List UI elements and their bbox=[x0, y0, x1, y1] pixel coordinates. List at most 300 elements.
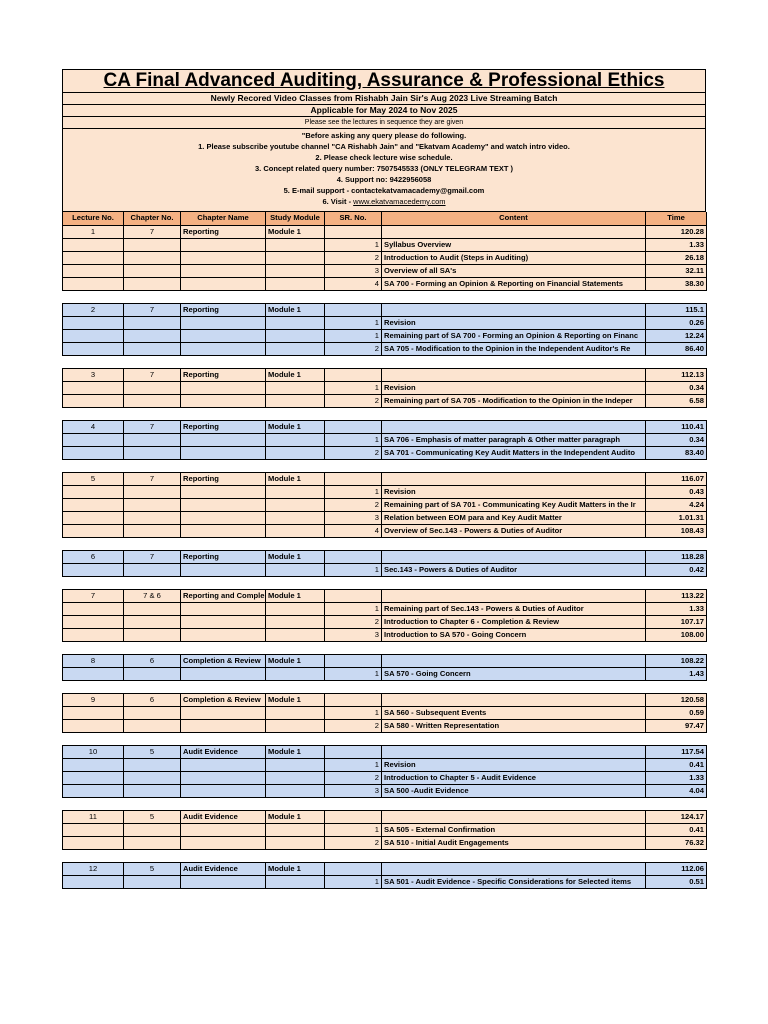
sr-no-cell: 2 bbox=[325, 836, 382, 849]
sr-no-cell bbox=[325, 472, 382, 485]
chapter-no-cell bbox=[124, 342, 181, 355]
sr-no-cell: 2 bbox=[325, 342, 382, 355]
total-time-cell: 115.1 bbox=[646, 303, 707, 316]
chapter-name-cell bbox=[181, 342, 266, 355]
total-time-cell: 118.28 bbox=[646, 550, 707, 563]
time-cell: 97.47 bbox=[646, 719, 707, 732]
content-cell: SA 701 - Communicating Key Audit Matters in the Independent Audito bbox=[382, 446, 646, 459]
chapter-no-cell bbox=[124, 498, 181, 511]
page-title: CA Final Advanced Auditing, Assurance & Professional Ethics bbox=[62, 69, 706, 93]
table-row bbox=[63, 875, 707, 888]
sr-no-cell bbox=[325, 745, 382, 758]
chapter-name-cell bbox=[181, 524, 266, 537]
table-row bbox=[63, 563, 707, 576]
sr-no-cell: 1 bbox=[325, 485, 382, 498]
study-module-cell bbox=[266, 316, 325, 329]
spacer-cell bbox=[63, 797, 707, 810]
chapter-no-cell bbox=[124, 615, 181, 628]
chapter-no-cell bbox=[124, 277, 181, 290]
instruction-intro: "Before asking any query please do following. bbox=[301, 131, 467, 140]
chapter-no-cell bbox=[124, 251, 181, 264]
lecture-no-cell bbox=[63, 706, 124, 719]
chapter-no-cell bbox=[124, 316, 181, 329]
content-cell bbox=[382, 368, 646, 381]
lecture-no-cell: 5 bbox=[63, 472, 124, 485]
spacer-row bbox=[63, 355, 707, 368]
table-row bbox=[63, 342, 707, 355]
time-cell: 83.40 bbox=[646, 446, 707, 459]
content-cell: Remaining part of Sec.143 - Powers & Duties of Auditor bbox=[382, 602, 646, 615]
time-cell: 4.24 bbox=[646, 498, 707, 511]
instructions-block bbox=[62, 129, 706, 212]
study-module-cell bbox=[266, 628, 325, 641]
spacer-cell bbox=[63, 459, 707, 472]
chapter-no-cell bbox=[124, 511, 181, 524]
lecture-no-cell bbox=[63, 836, 124, 849]
time-cell: 86.40 bbox=[646, 342, 707, 355]
chapter-name-cell: Completion & Review bbox=[181, 693, 266, 706]
table-row bbox=[63, 862, 707, 875]
lecture-no-cell: 1 bbox=[63, 225, 124, 238]
chapter-name-cell bbox=[181, 875, 266, 888]
sr-no-cell bbox=[325, 550, 382, 563]
chapter-no-cell bbox=[124, 394, 181, 407]
sr-no-cell bbox=[325, 862, 382, 875]
chapter-no-cell bbox=[124, 446, 181, 459]
study-module-cell bbox=[266, 823, 325, 836]
content-cell: Remaining part of SA 700 - Forming an Opinion & Reporting on Financ bbox=[382, 329, 646, 342]
sr-no-cell: 2 bbox=[325, 394, 382, 407]
col-header-content: Content bbox=[382, 212, 646, 225]
col-header-sr-no: SR. No. bbox=[325, 212, 382, 225]
website-link[interactable]: www.ekatvamacedemy.com bbox=[353, 197, 446, 206]
table-row bbox=[63, 420, 707, 433]
content-cell: Remaining part of SA 701 - Communicating Key Audit Matters in the Ir bbox=[382, 498, 646, 511]
study-module-cell bbox=[266, 381, 325, 394]
chapter-name-cell: Completion & Review bbox=[181, 654, 266, 667]
chapter-no-cell bbox=[124, 875, 181, 888]
lecture-no-cell bbox=[63, 511, 124, 524]
content-cell bbox=[382, 550, 646, 563]
spacer-cell bbox=[63, 407, 707, 420]
sr-no-cell bbox=[325, 420, 382, 433]
study-module-cell: Module 1 bbox=[266, 745, 325, 758]
time-cell: 12.24 bbox=[646, 329, 707, 342]
study-module-cell bbox=[266, 277, 325, 290]
sr-no-cell: 2 bbox=[325, 446, 382, 459]
chapter-name-cell bbox=[181, 615, 266, 628]
total-time-cell: 108.22 bbox=[646, 654, 707, 667]
chapter-name-cell bbox=[181, 316, 266, 329]
lecture-no-cell: 3 bbox=[63, 368, 124, 381]
chapter-no-cell bbox=[124, 836, 181, 849]
time-cell: 1.33 bbox=[646, 771, 707, 784]
lecture-no-cell bbox=[63, 329, 124, 342]
study-module-cell bbox=[266, 875, 325, 888]
chapter-no-cell bbox=[124, 524, 181, 537]
lecture-no-cell: 10 bbox=[63, 745, 124, 758]
spacer-cell bbox=[63, 355, 707, 368]
table-row bbox=[63, 524, 707, 537]
content-cell bbox=[382, 862, 646, 875]
study-module-cell bbox=[266, 264, 325, 277]
chapter-name-cell bbox=[181, 602, 266, 615]
time-cell: 32.11 bbox=[646, 264, 707, 277]
sr-no-cell: 2 bbox=[325, 771, 382, 784]
spacer-cell bbox=[63, 732, 707, 745]
sr-no-cell: 1 bbox=[325, 238, 382, 251]
spacer-cell bbox=[63, 290, 707, 303]
chapter-no-cell bbox=[124, 329, 181, 342]
content-cell: SA 570 - Going Concern bbox=[382, 667, 646, 680]
spreadsheet-page bbox=[62, 69, 706, 889]
study-module-cell: Module 1 bbox=[266, 368, 325, 381]
spacer-cell bbox=[63, 680, 707, 693]
table-row bbox=[63, 511, 707, 524]
chapter-no-cell bbox=[124, 771, 181, 784]
chapter-no-cell bbox=[124, 602, 181, 615]
chapter-name-cell bbox=[181, 667, 266, 680]
spacer-cell bbox=[63, 641, 707, 654]
time-cell: 38.30 bbox=[646, 277, 707, 290]
lecture-no-cell: 8 bbox=[63, 654, 124, 667]
chapter-no-cell: 7 bbox=[124, 420, 181, 433]
sr-no-cell bbox=[325, 225, 382, 238]
chapter-name-cell bbox=[181, 251, 266, 264]
table-row bbox=[63, 264, 707, 277]
instruction-3: 3. Concept related query number: 7507545533 (ONLY TELEGRAM TEXT ) bbox=[255, 164, 513, 173]
total-time-cell: 120.28 bbox=[646, 225, 707, 238]
content-cell: Revision bbox=[382, 316, 646, 329]
table-row bbox=[63, 498, 707, 511]
time-cell: 26.18 bbox=[646, 251, 707, 264]
content-cell: SA 505 - External Confirmation bbox=[382, 823, 646, 836]
content-cell: Overview of Sec.143 - Powers & Duties of Auditor bbox=[382, 524, 646, 537]
chapter-no-cell bbox=[124, 238, 181, 251]
total-time-cell: 124.17 bbox=[646, 810, 707, 823]
content-cell bbox=[382, 225, 646, 238]
sr-no-cell: 3 bbox=[325, 628, 382, 641]
study-module-cell bbox=[266, 667, 325, 680]
instruction-1: 1. Please subscribe youtube channel "CA Rishabh Jain" and "Ekatvam Academy" and watch intro video. bbox=[198, 142, 570, 151]
applicable-period: Applicable for May 2024 to Nov 2025 bbox=[62, 105, 706, 117]
lecture-no-cell bbox=[63, 667, 124, 680]
lecture-no-cell bbox=[63, 446, 124, 459]
lecture-no-cell bbox=[63, 524, 124, 537]
chapter-no-cell: 5 bbox=[124, 810, 181, 823]
lecture-no-cell bbox=[63, 784, 124, 797]
table-row bbox=[63, 615, 707, 628]
chapter-name-cell: Audit Evidence bbox=[181, 862, 266, 875]
study-module-cell bbox=[266, 394, 325, 407]
study-module-cell bbox=[266, 329, 325, 342]
chapter-no-cell bbox=[124, 706, 181, 719]
time-cell: 1.33 bbox=[646, 238, 707, 251]
content-cell: SA 700 - Forming an Opinion & Reporting on Financial Statements bbox=[382, 277, 646, 290]
chapter-name-cell bbox=[181, 329, 266, 342]
chapter-name-cell: Reporting bbox=[181, 303, 266, 316]
content-cell: Relation between EOM para and Key Audit Matter bbox=[382, 511, 646, 524]
chapter-no-cell bbox=[124, 667, 181, 680]
lecture-no-cell bbox=[63, 251, 124, 264]
chapter-name-cell bbox=[181, 381, 266, 394]
time-cell: 0.42 bbox=[646, 563, 707, 576]
table-row bbox=[63, 329, 707, 342]
total-time-cell: 116.07 bbox=[646, 472, 707, 485]
sr-no-cell bbox=[325, 810, 382, 823]
chapter-name-cell bbox=[181, 719, 266, 732]
table-row bbox=[63, 823, 707, 836]
sr-no-cell: 4 bbox=[325, 524, 382, 537]
content-cell bbox=[382, 472, 646, 485]
chapter-name-cell: Reporting bbox=[181, 420, 266, 433]
lecture-no-cell: 6 bbox=[63, 550, 124, 563]
lecture-no-cell: 9 bbox=[63, 693, 124, 706]
time-cell: 0.41 bbox=[646, 823, 707, 836]
chapter-name-cell bbox=[181, 433, 266, 446]
lecture-table bbox=[62, 212, 707, 889]
table-row bbox=[63, 394, 707, 407]
lecture-no-cell: 12 bbox=[63, 862, 124, 875]
study-module-cell bbox=[266, 784, 325, 797]
table-row bbox=[63, 654, 707, 667]
study-module-cell bbox=[266, 251, 325, 264]
chapter-no-cell bbox=[124, 485, 181, 498]
table-row bbox=[63, 745, 707, 758]
lecture-no-cell bbox=[63, 316, 124, 329]
table-row bbox=[63, 472, 707, 485]
chapter-name-cell bbox=[181, 706, 266, 719]
total-time-cell: 112.13 bbox=[646, 368, 707, 381]
table-body bbox=[63, 225, 707, 888]
study-module-cell: Module 1 bbox=[266, 472, 325, 485]
table-row bbox=[63, 238, 707, 251]
chapter-name-cell: Audit Evidence bbox=[181, 810, 266, 823]
spacer-cell bbox=[63, 576, 707, 589]
study-module-cell: Module 1 bbox=[266, 693, 325, 706]
sr-no-cell: 1 bbox=[325, 563, 382, 576]
lecture-no-cell bbox=[63, 277, 124, 290]
col-header-time: Time bbox=[646, 212, 707, 225]
chapter-name-cell bbox=[181, 771, 266, 784]
study-module-cell bbox=[266, 524, 325, 537]
total-time-cell: 120.58 bbox=[646, 693, 707, 706]
chapter-name-cell bbox=[181, 498, 266, 511]
study-module-cell bbox=[266, 719, 325, 732]
table-row bbox=[63, 251, 707, 264]
chapter-name-cell: Audit Evidence bbox=[181, 745, 266, 758]
spacer-cell bbox=[63, 537, 707, 550]
total-time-cell: 117.54 bbox=[646, 745, 707, 758]
table-row bbox=[63, 485, 707, 498]
col-header-chapter-name: Chapter Name bbox=[181, 212, 266, 225]
chapter-no-cell: 7 bbox=[124, 225, 181, 238]
content-cell: Sec.143 - Powers & Duties of Auditor bbox=[382, 563, 646, 576]
lecture-no-cell bbox=[63, 615, 124, 628]
study-module-cell: Module 1 bbox=[266, 862, 325, 875]
lecture-no-cell bbox=[63, 264, 124, 277]
sr-no-cell: 2 bbox=[325, 251, 382, 264]
table-row bbox=[63, 225, 707, 238]
sr-no-cell: 1 bbox=[325, 433, 382, 446]
time-cell: 108.00 bbox=[646, 628, 707, 641]
chapter-name-cell bbox=[181, 563, 266, 576]
study-module-cell bbox=[266, 706, 325, 719]
chapter-no-cell bbox=[124, 823, 181, 836]
table-row bbox=[63, 693, 707, 706]
lecture-no-cell: 7 bbox=[63, 589, 124, 602]
content-cell: SA 501 - Audit Evidence - Specific Considerations for Selected items bbox=[382, 875, 646, 888]
sr-no-cell bbox=[325, 693, 382, 706]
chapter-name-cell: Reporting bbox=[181, 550, 266, 563]
lecture-no-cell bbox=[63, 563, 124, 576]
sr-no-cell: 1 bbox=[325, 602, 382, 615]
chapter-name-cell: Reporting and Comple bbox=[181, 589, 266, 602]
table-row bbox=[63, 784, 707, 797]
content-cell: Remaining part of SA 705 - Modification to the Opinion in the Indeper bbox=[382, 394, 646, 407]
lecture-no-cell bbox=[63, 758, 124, 771]
chapter-no-cell bbox=[124, 264, 181, 277]
content-cell: Revision bbox=[382, 758, 646, 771]
chapter-name-cell bbox=[181, 394, 266, 407]
chapter-no-cell: 6 bbox=[124, 693, 181, 706]
sr-no-cell bbox=[325, 368, 382, 381]
spacer-row bbox=[63, 732, 707, 745]
table-row bbox=[63, 550, 707, 563]
content-cell: SA 560 - Subsequent Events bbox=[382, 706, 646, 719]
table-row bbox=[63, 602, 707, 615]
study-module-cell bbox=[266, 433, 325, 446]
lecture-no-cell bbox=[63, 823, 124, 836]
lecture-no-cell: 11 bbox=[63, 810, 124, 823]
study-module-cell: Module 1 bbox=[266, 589, 325, 602]
spacer-row bbox=[63, 290, 707, 303]
chapter-name-cell bbox=[181, 446, 266, 459]
spacer-row bbox=[63, 459, 707, 472]
content-cell: SA 706 - Emphasis of matter paragraph & Other matter paragraph bbox=[382, 433, 646, 446]
spacer-row bbox=[63, 797, 707, 810]
table-row bbox=[63, 446, 707, 459]
sr-no-cell: 1 bbox=[325, 758, 382, 771]
chapter-no-cell: 7 bbox=[124, 472, 181, 485]
instruction-6-prefix: 6. Visit - bbox=[322, 197, 354, 206]
chapter-no-cell: 7 bbox=[124, 368, 181, 381]
total-time-cell: 113.22 bbox=[646, 589, 707, 602]
study-module-cell: Module 1 bbox=[266, 654, 325, 667]
total-time-cell: 112.06 bbox=[646, 862, 707, 875]
time-cell: 6.58 bbox=[646, 394, 707, 407]
table-row bbox=[63, 628, 707, 641]
content-cell: SA 705 - Modification to the Opinion in the Independent Auditor's Re bbox=[382, 342, 646, 355]
study-module-cell bbox=[266, 342, 325, 355]
study-module-cell bbox=[266, 771, 325, 784]
table-row bbox=[63, 589, 707, 602]
time-cell: 0.43 bbox=[646, 485, 707, 498]
chapter-name-cell bbox=[181, 628, 266, 641]
sr-no-cell: 3 bbox=[325, 511, 382, 524]
chapter-no-cell: 6 bbox=[124, 654, 181, 667]
lecture-no-cell bbox=[63, 771, 124, 784]
sr-no-cell: 1 bbox=[325, 823, 382, 836]
time-cell: 108.43 bbox=[646, 524, 707, 537]
lecture-no-cell bbox=[63, 498, 124, 511]
chapter-no-cell: 7 bbox=[124, 303, 181, 316]
content-cell: Overview of all SA's bbox=[382, 264, 646, 277]
lecture-no-cell bbox=[63, 238, 124, 251]
time-cell: 1.01.31 bbox=[646, 511, 707, 524]
chapter-no-cell bbox=[124, 381, 181, 394]
content-cell: Revision bbox=[382, 381, 646, 394]
table-row bbox=[63, 277, 707, 290]
instruction-5: 5. E-mail support - contactekatvamacademy@gmail.com bbox=[283, 186, 485, 195]
chapter-name-cell bbox=[181, 264, 266, 277]
table-row bbox=[63, 719, 707, 732]
time-cell: 1.33 bbox=[646, 602, 707, 615]
study-module-cell bbox=[266, 511, 325, 524]
study-module-cell: Module 1 bbox=[266, 420, 325, 433]
study-module-cell: Module 1 bbox=[266, 550, 325, 563]
sr-no-cell bbox=[325, 589, 382, 602]
instruction-4: 4. Support no: 9422956058 bbox=[336, 175, 432, 184]
lecture-no-cell bbox=[63, 719, 124, 732]
chapter-name-cell: Reporting bbox=[181, 368, 266, 381]
lecture-no-cell bbox=[63, 394, 124, 407]
sr-no-cell: 3 bbox=[325, 784, 382, 797]
content-cell bbox=[382, 810, 646, 823]
lecture-no-cell bbox=[63, 602, 124, 615]
time-cell: 0.41 bbox=[646, 758, 707, 771]
total-time-cell: 110.41 bbox=[646, 420, 707, 433]
time-cell: 0.51 bbox=[646, 875, 707, 888]
time-cell: 0.34 bbox=[646, 433, 707, 446]
spacer-row bbox=[63, 680, 707, 693]
chapter-name-cell bbox=[181, 823, 266, 836]
sr-no-cell: 2 bbox=[325, 719, 382, 732]
study-module-cell bbox=[266, 836, 325, 849]
content-cell: SA 580 - Written Representation bbox=[382, 719, 646, 732]
sr-no-cell: 2 bbox=[325, 615, 382, 628]
lecture-no-cell bbox=[63, 433, 124, 446]
time-cell: 4.04 bbox=[646, 784, 707, 797]
table-row bbox=[63, 706, 707, 719]
sr-no-cell: 1 bbox=[325, 316, 382, 329]
content-cell bbox=[382, 589, 646, 602]
spacer-row bbox=[63, 641, 707, 654]
lecture-no-cell bbox=[63, 875, 124, 888]
lecture-no-cell bbox=[63, 628, 124, 641]
time-cell: 0.59 bbox=[646, 706, 707, 719]
table-row bbox=[63, 836, 707, 849]
table-row bbox=[63, 303, 707, 316]
content-cell: Introduction to SA 570 - Going Concern bbox=[382, 628, 646, 641]
study-module-cell bbox=[266, 485, 325, 498]
table-row bbox=[63, 433, 707, 446]
study-module-cell bbox=[266, 758, 325, 771]
chapter-name-cell bbox=[181, 784, 266, 797]
study-module-cell bbox=[266, 238, 325, 251]
study-module-cell bbox=[266, 563, 325, 576]
study-module-cell bbox=[266, 498, 325, 511]
study-module-cell bbox=[266, 602, 325, 615]
chapter-name-cell bbox=[181, 277, 266, 290]
table-row bbox=[63, 381, 707, 394]
sr-no-cell: 1 bbox=[325, 381, 382, 394]
sr-no-cell: 1 bbox=[325, 329, 382, 342]
lecture-no-cell bbox=[63, 485, 124, 498]
content-cell: Introduction to Chapter 5 - Audit Evidence bbox=[382, 771, 646, 784]
lecture-no-cell bbox=[63, 381, 124, 394]
content-cell: Introduction to Chapter 6 - Completion & Review bbox=[382, 615, 646, 628]
